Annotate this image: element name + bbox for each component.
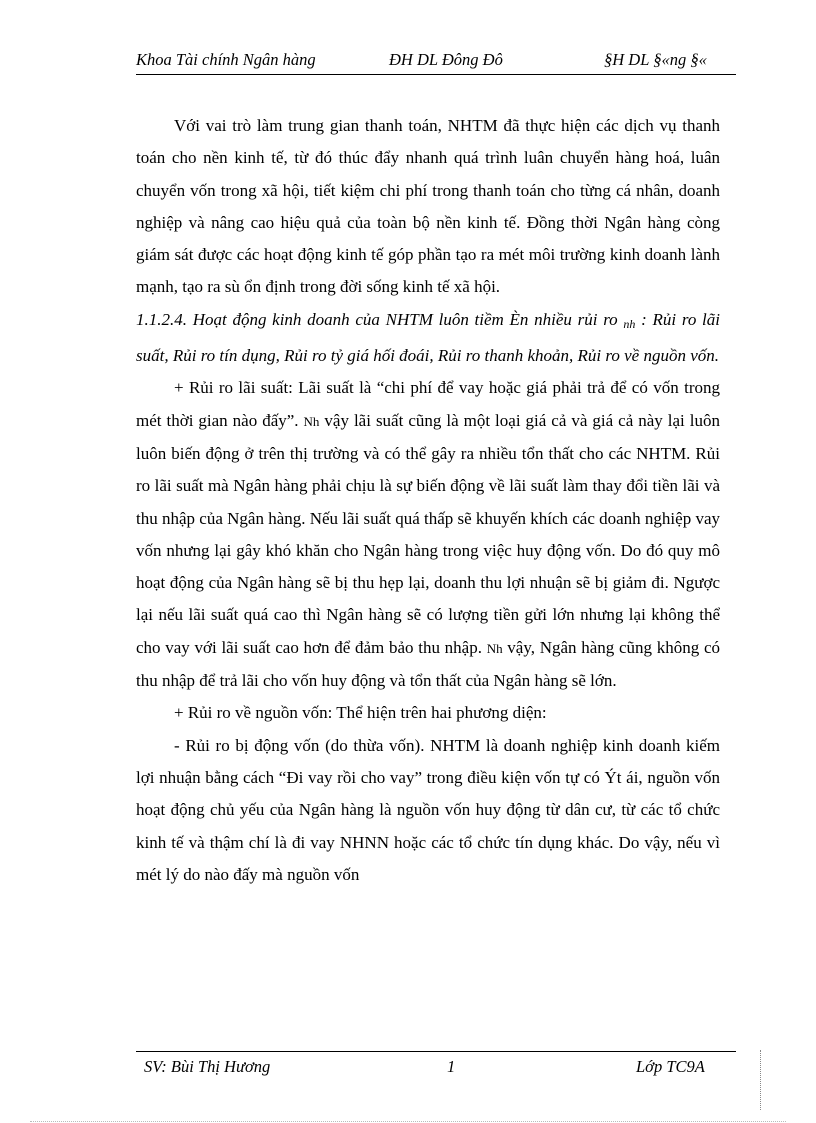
paragraph-idle-capital: - Rủi ro bị động vốn (do thừa vốn). NHTM là doanh nghiệp kinh doanh kiếm lợi nhuận bằng cách “Đi vay rồi cho vay” trong điều kiện vốn tự có Ýt ái, nguồn vốn hoạt động chủ yếu của Ngân hàng là nguồn vốn huy động từ dân cư, từ các tổ chức kinh tế và thậm chí là đi vay NHNN hoặc các tổ chức tín dụng khác. Do vậy, nếu vì mét lý do nào đấy mà nguồn vốn	[136, 735, 720, 884]
footer-page-number: 1	[447, 1057, 456, 1076]
section-heading-part-2: : Rủi ro lãi suất, Rủi ro tín dụng, Rủi ro tỷ giá hối đoái, Rủi ro thanh khoản, Rủi ro về nguồn vốn.	[136, 309, 720, 366]
header-faculty: Khoa Tài chính Ngân hàng	[136, 50, 316, 69]
paragraph-capital-risk: + Rủi ro về nguồn vốn: Thể hiện trên hai phương diện:	[174, 703, 547, 723]
header-university-legacy: §H DL §«ng §«	[604, 50, 707, 69]
interest-risk-part-2: vậy lãi suất cũng là một loại giá cả và giá cả này lại luôn luôn biến động ở trên thị trường và có thể gây ra nhiều tổn thất cho các NHTM. Rủi ro lãi suất mà Ngân hàng phải chịu là sự biến động về lãi suất làm thay đổi tiền lãi và thu nhập của Ngân hàng. Nếu lãi suất quá thấp sẽ khuyến khích các doanh nghiệp vay vốn nhưng lại gây khó khăn cho Ngân hàng trong việc huy động vốn. Do đó quy mô hoạt động của Ngân hàng sẽ bị thu hẹp lại, doanh thu lợi nhuận sẽ bị giảm đi. Ngược lại nếu lãi suất quá cao thì Ngân hàng sẽ có lượng tiền gửi lớn nhưng lại không thể cho vay với lãi suất cao hơn để đảm bảo thu nhập.	[136, 410, 720, 657]
section-heading-risks	[136, 304, 720, 373]
page-header	[136, 48, 736, 75]
footer-student: SV: Bùi Thị Hương	[144, 1057, 271, 1076]
paragraph-payment-role: Với vai trò làm trung gian thanh toán, NHTM đã thực hiện các dịch vụ thanh toán cho nền kinh tế, từ đó thúc đẩy nhanh quá trình luân chuyển hàng hoá, luân chuyển vốn trong xã hội, tiết kiệm chi phí trong thanh toán cho từng cá nhân, doanh nghiệp và nâng cao hiệu quả của toàn bộ nền kinh tế. Đồng thời Ngân hàng còng giám sát được các hoạt động kinh tế góp phần tạo ra mét môi trường kinh doanh lành mạnh, tạo ra sù ổn định trong đời sống kinh tế xã hội.	[136, 116, 720, 297]
interest-risk-artifact-1: Nh	[303, 413, 320, 429]
page-footer	[136, 1051, 736, 1078]
margin-guide	[760, 1050, 762, 1110]
interest-risk-artifact-2: Nh	[486, 640, 503, 656]
header-university: ĐH DL Đông Đô	[389, 50, 503, 69]
footer-class: Lớp TC9A	[636, 1057, 705, 1076]
section-heading-part-1: 1.1.2.4. Hoạt động kinh doanh của NHTM luôn tiềm Èn nhiều rủi ro	[136, 309, 624, 329]
interest-risk-part-1: + Rủi ro lãi suất: Lãi suất là “chi phí để vay hoặc giá phải trả để có vốn trong mét thời gian nào đấy”.	[136, 378, 720, 430]
section-heading-artifact: nh	[623, 316, 636, 331]
page-bottom-border	[30, 1121, 786, 1122]
interest-risk-part-3: vậy, Ngân hàng cũng không có thu nhập để trả lãi cho vốn huy động và tổn thất của Ngân hàng sẽ lớn.	[136, 637, 720, 691]
paragraph-interest-risk	[136, 372, 720, 697]
document-body	[136, 110, 720, 891]
